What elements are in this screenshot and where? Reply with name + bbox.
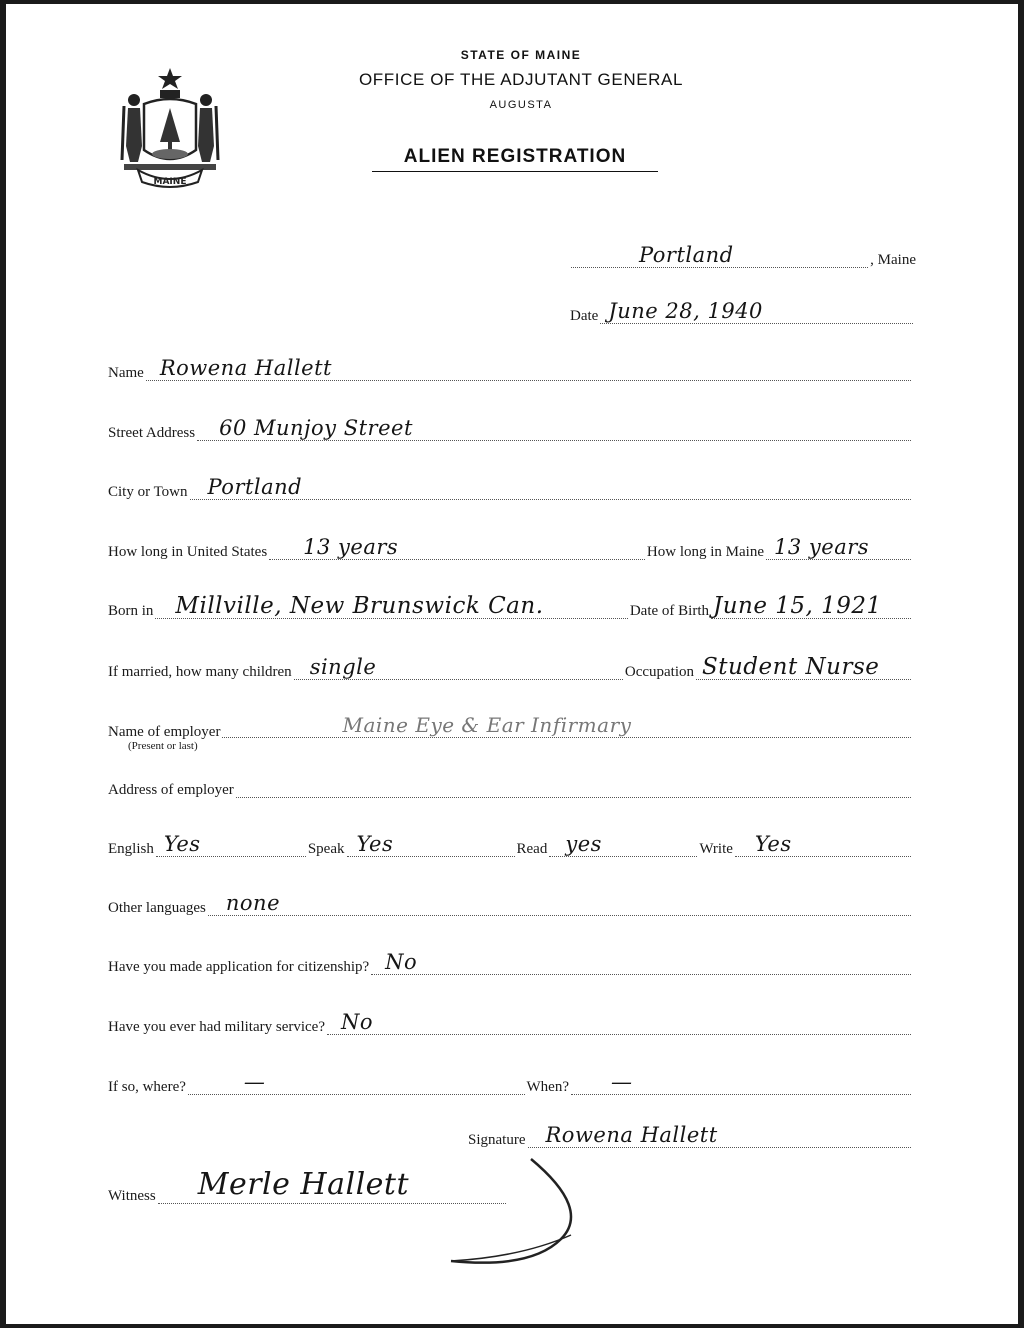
children-occupation-row [108,656,913,680]
street-address-label: Street Address [108,425,196,441]
citizenship-row [108,951,913,975]
language-row [108,833,913,857]
military-value: No [341,1010,374,1034]
english-label: English [108,841,154,857]
where-label: If so, where? [108,1079,186,1095]
witness-value: Merle Hallett [197,1167,410,1202]
speak-label: Speak [307,841,345,857]
english-value: Yes [163,832,201,856]
how-long-us-value: 13 years [303,535,399,559]
signature-value: Rowena Hallett [545,1123,718,1147]
military-label: Have you ever had military service? [108,1019,325,1035]
city-label: City or Town [108,484,188,500]
city-row [108,476,913,500]
where-value: — [243,1070,266,1094]
employer-main-label: Name of employer [108,724,221,740]
form-title: ALIEN REGISTRATION [372,146,658,172]
how-long-maine-value: 13 years [774,535,870,559]
how-long-maine-label: How long in Maine [646,544,764,560]
date-label: Date [570,308,599,324]
where-when-row [108,1071,913,1095]
how-long-us-label: How long in United States [108,544,268,560]
seal-banner-text: MAINE [153,177,187,187]
city-heading: AUGUSTA [489,99,553,111]
other-languages-row [108,892,913,916]
location-row [571,244,916,268]
employer-address-label: Address of employer [108,782,234,798]
occupation-label: Occupation [624,664,694,680]
read-value: yes [565,832,602,856]
read-label: Read [516,841,548,857]
write-label: Write [699,841,733,857]
date-row [570,300,915,324]
location-state-label: , Maine [870,252,916,268]
date-of-birth-value: June 15, 1921 [713,593,882,619]
signature-label: Signature [468,1132,526,1148]
registration-form-page [6,4,1018,1324]
state-heading: STATE OF MAINE [460,48,582,62]
children-value: single [309,655,377,679]
employer-row [108,713,913,752]
children-label: If married, how many children [108,664,292,680]
residence-duration-row [108,536,913,560]
other-languages-label: Other languages [108,900,206,916]
other-languages-value: none [225,891,281,915]
citizenship-label: Have you made application for citizenship? [108,959,370,975]
city-value: Portland [207,475,303,499]
location-town-value: Portland [639,243,734,267]
street-address-row [108,417,913,441]
when-value: — [611,1070,633,1094]
employer-sublabel: (Present or last) [128,740,198,752]
office-heading: OFFICE OF THE ADJUTANT GENERAL [358,70,684,89]
name-row [108,357,913,381]
street-address-value: 60 Munjoy Street [219,416,413,440]
date-of-birth-label: Date of Birth [629,603,709,619]
witness-label: Witness [108,1188,156,1204]
occupation-value: Student Nurse [702,654,880,680]
date-value: June 28, 1940 [608,299,763,323]
military-row [108,1011,913,1035]
name-label: Name [108,365,144,381]
witness-signature-flourish-icon [201,1139,601,1274]
employer-address-row [108,774,913,798]
born-in-label: Born in [108,603,154,619]
employer-label [108,724,220,752]
when-label: When? [526,1079,569,1095]
born-in-value: Millville, New Brunswick Can. [175,593,544,619]
birth-row [108,595,913,619]
write-value: Yes [754,832,792,856]
name-value: Rowena Hallett [159,356,332,380]
speak-value: Yes [356,832,394,856]
maine-state-seal-icon [114,64,226,190]
employer-value: Maine Eye & Ear Infirmary [342,713,632,737]
citizenship-value: No [385,950,418,974]
